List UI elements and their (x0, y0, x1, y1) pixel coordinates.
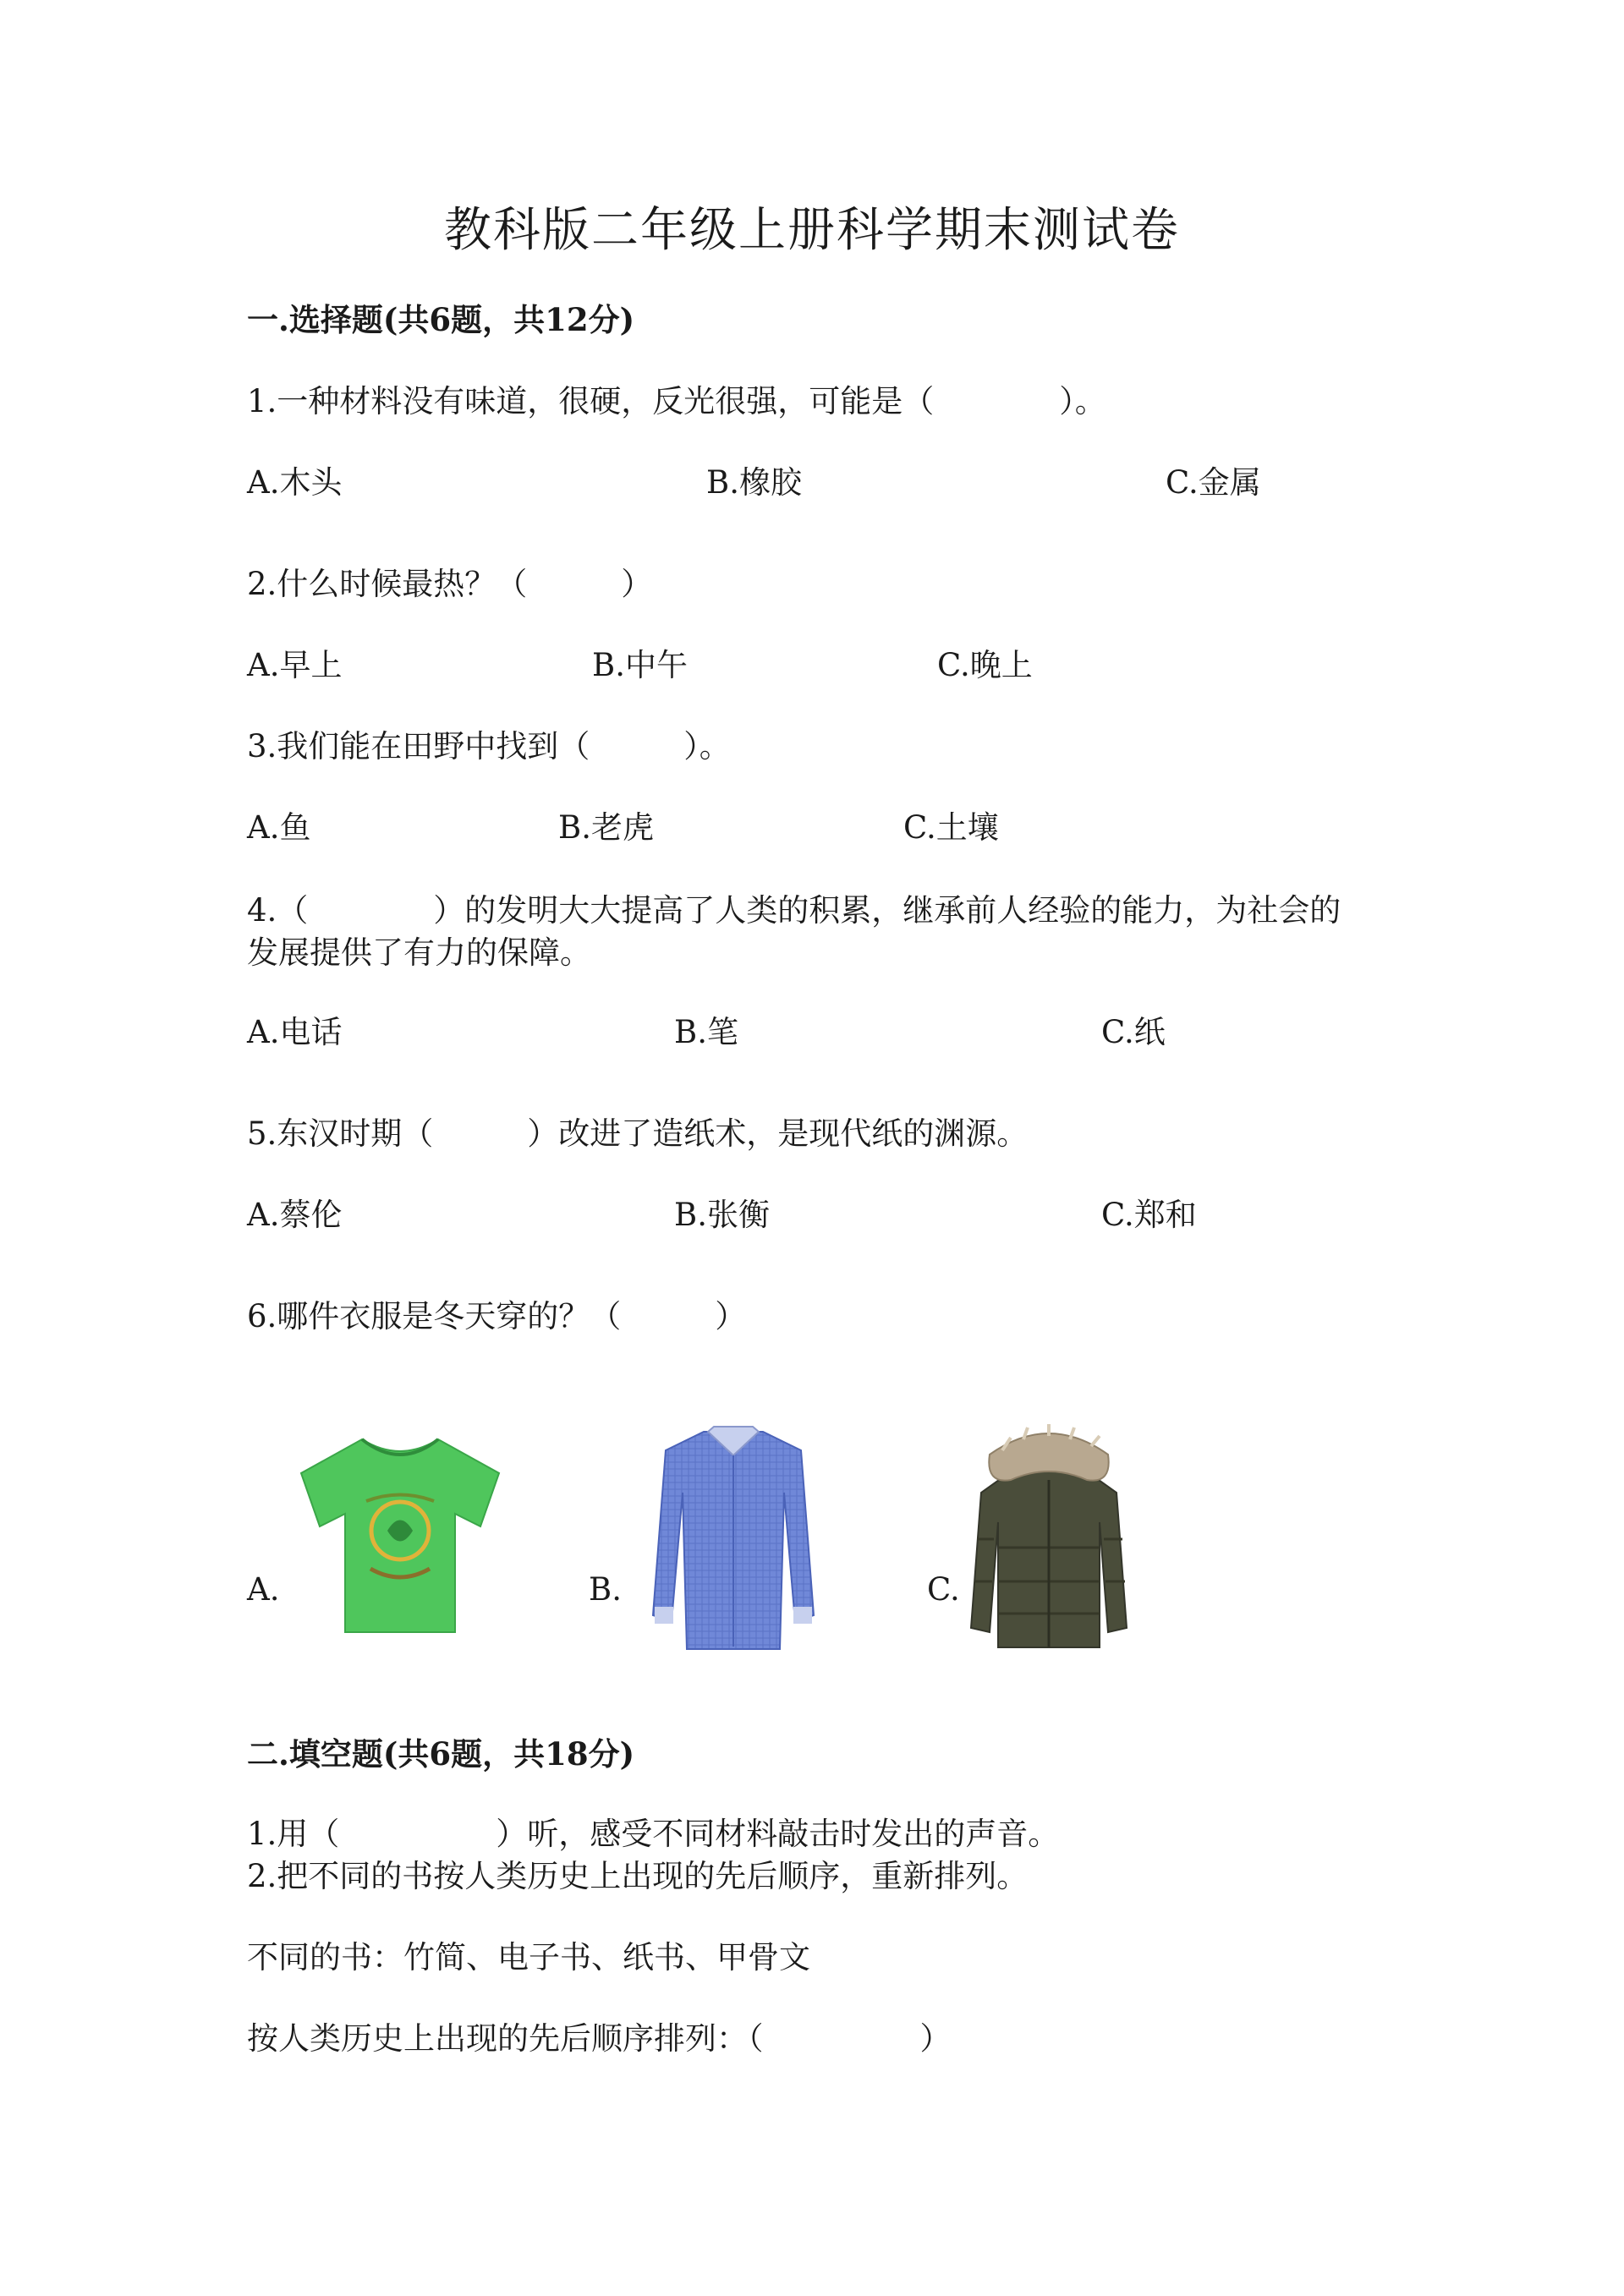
question-6: 6.哪件衣服是冬天穿的？（ ） (247, 1298, 747, 1334)
q5-option-b[interactable]: B.张衡 (674, 1197, 770, 1233)
q6-option-c[interactable]: C. (927, 1571, 960, 1608)
q5-option-a[interactable]: A.蔡伦 (247, 1197, 343, 1233)
q2-option-a[interactable]: A.早上 (247, 647, 343, 683)
q5-option-c[interactable]: C.郑和 (1101, 1197, 1197, 1233)
page-title: 教科版二年级上册科学期末测试卷 (444, 203, 1180, 258)
q6-option-a[interactable]: A. (247, 1571, 280, 1608)
q2-option-b[interactable]: B.中午 (592, 647, 688, 683)
q3-option-a[interactable]: A.鱼 (247, 809, 311, 846)
q2-option-c[interactable]: C.晚上 (937, 647, 1033, 683)
fill-question-2: 2.把不同的书按人类历史上出现的先后顺序，重新排列。 (247, 1858, 1029, 1894)
fill-question-2-answer: 按人类历史上出现的先后顺序排列：（ ） (247, 2020, 952, 2057)
q4-option-b[interactable]: B.笔 (674, 1014, 738, 1050)
q1-option-c[interactable]: C.金属 (1166, 464, 1261, 501)
question-4-line1: 4.（ ）的发明大大提高了人类的积累，继承前人经验的能力，为社会的 (247, 892, 1341, 929)
q4-option-c[interactable]: C.纸 (1101, 1014, 1166, 1050)
question-4-line2: 发展提供了有力的保障。 (247, 934, 591, 971)
q1-option-b[interactable]: B.橡胶 (706, 464, 802, 501)
question-2: 2.什么时候最热？（ ） (247, 566, 653, 602)
green-tshirt-image[interactable] (286, 1429, 514, 1641)
question-1: 1.一种材料没有味道，很硬，反光很强，可能是（ ）。 (247, 383, 1106, 419)
section2-heading: 二.填空题(共6题，共18分) (247, 1735, 635, 1773)
question-5: 5.东汉时期（ ）改进了造纸术，是现代纸的渊源。 (247, 1115, 1029, 1152)
blue-shirt-image[interactable] (645, 1425, 822, 1652)
q6-option-b[interactable]: B. (589, 1571, 622, 1608)
q4-option-a[interactable]: A.电话 (247, 1014, 343, 1050)
q3-option-b[interactable]: B.老虎 (558, 809, 654, 846)
fill-question-1: 1.用（ ）听，感受不同材料敲击时发出的声音。 (247, 1816, 1060, 1852)
winter-jacket-image[interactable] (964, 1421, 1133, 1649)
q1-option-a[interactable]: A.木头 (247, 464, 343, 501)
q3-option-c[interactable]: C.土壤 (903, 809, 999, 846)
section1-heading: 一.选择题(共6题，共12分) (247, 301, 635, 338)
question-3: 3.我们能在田野中找到（ ）。 (247, 728, 731, 764)
fill-question-2-books: 不同的书：竹简、电子书、纸书、甲骨文 (247, 1939, 810, 1975)
